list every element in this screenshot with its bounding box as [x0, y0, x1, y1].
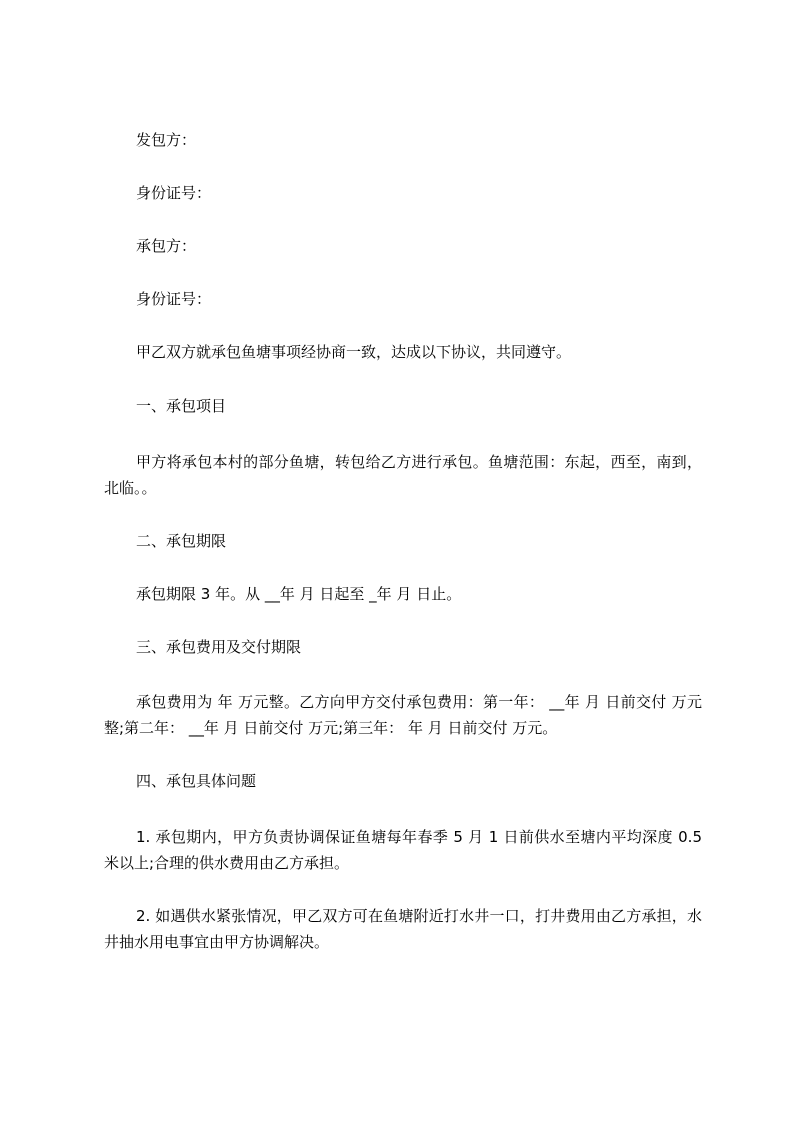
section-body-3: 承包费用为 年 万元整。乙方向甲方交付承包费用：第一年： __年 月 日前交付 万元整;第二年： __年 月 日前交付 万元;第三年： 年 月 日前交付 万元。: [104, 693, 702, 737]
section-heading-3: 三、承包费用及交付期限: [136, 638, 302, 656]
issuer-id-label: 身份证号：: [136, 184, 212, 202]
list-item: 1. 承包期内，甲方负责协调保证鱼塘每年春季 5 月 1 日前供水至塘内平均深度 0.5 米以上;合理的供水费用由乙方承担。: [104, 828, 702, 872]
intro-paragraph: 甲乙双方就承包鱼塘事项经协商一致，达成以下协议，共同遵守。: [136, 343, 572, 361]
section-heading-1: 一、承包项目: [136, 397, 227, 415]
contractor-id-label: 身份证号：: [136, 290, 212, 308]
section-heading-4: 四、承包具体问题: [136, 772, 257, 790]
contractor-label: 承包方：: [136, 237, 197, 255]
section-heading-2: 二、承包期限: [136, 532, 227, 550]
section-body-2: 承包期限 3 年。从 __年 月 日起至 _年 月 日止。: [136, 585, 462, 603]
list-item: 2. 如遇供水紧张情况，甲乙双方可在鱼塘附近打水井一口，打井费用由乙方承担，水井抽水用电事宜由甲方协调解决。: [104, 907, 702, 951]
section-body-1: 甲方将承包本村的部分鱼塘，转包给乙方进行承包。鱼塘范围：东起，西至，南到，北临。。: [104, 453, 702, 497]
issuer-label: 发包方：: [136, 131, 197, 149]
